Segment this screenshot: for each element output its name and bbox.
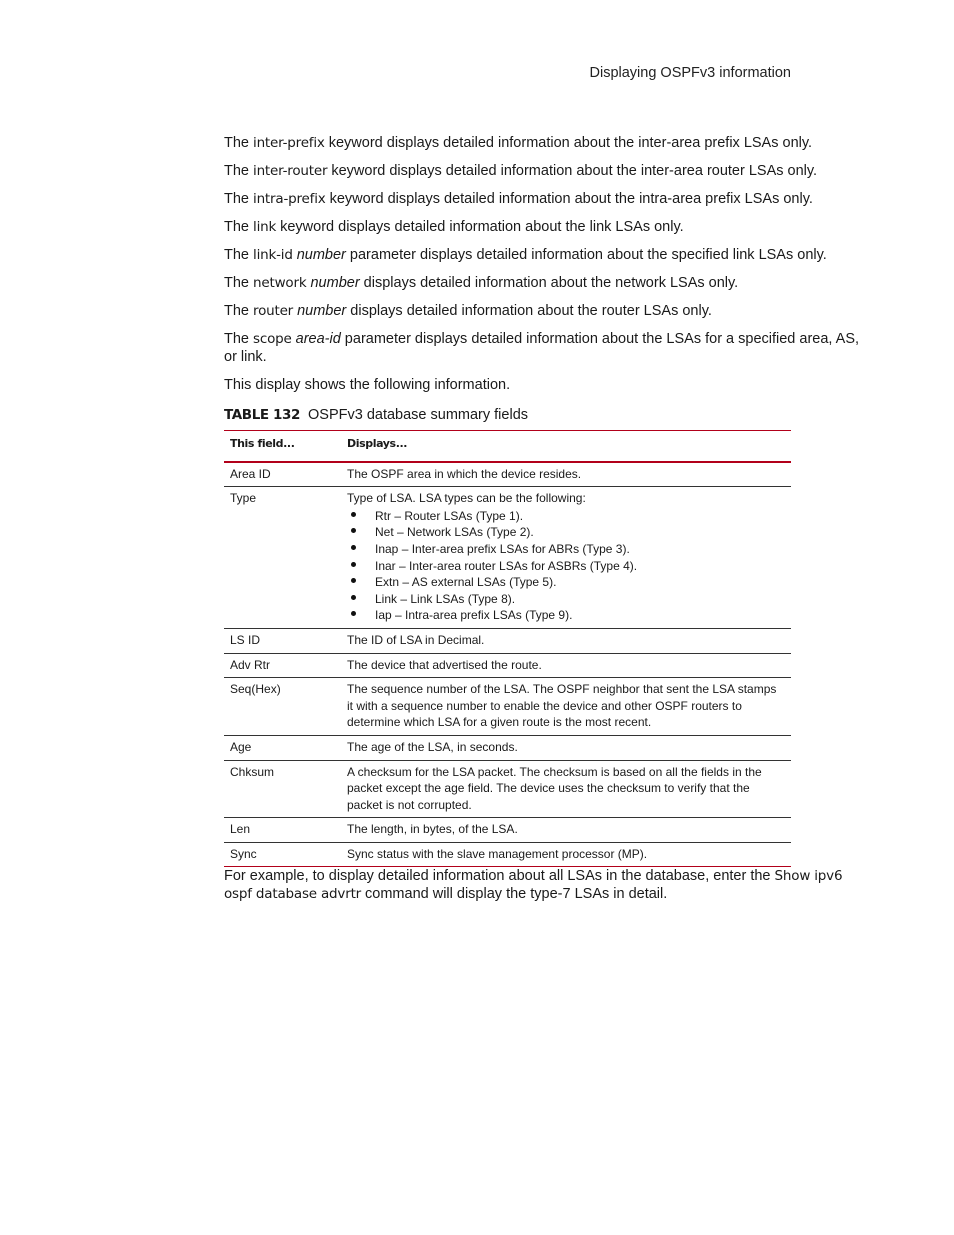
paragraph-intra-prefix: The intra-prefix keyword displays detailed information about the intra-area prefix LSAs only. bbox=[224, 191, 813, 207]
keyword: inter-prefix bbox=[253, 135, 325, 151]
field-description bbox=[341, 487, 791, 629]
table-row bbox=[224, 735, 791, 760]
table-row bbox=[224, 760, 791, 818]
field-description: The OSPF area in which the device resides. bbox=[341, 462, 791, 487]
paragraph-inter-router: The inter-router keyword displays detailed information about the inter-area router LSAs only. bbox=[224, 163, 818, 179]
column-header-field: This field... bbox=[224, 431, 341, 462]
table-row bbox=[224, 628, 791, 653]
variable: number bbox=[296, 247, 346, 263]
fields-table bbox=[224, 430, 791, 867]
list-item: Link – Link LSAs (Type 8). bbox=[347, 591, 785, 608]
field-description: The age of the LSA, in seconds. bbox=[341, 735, 791, 760]
variable: number bbox=[297, 303, 347, 319]
field-name: Age bbox=[224, 735, 341, 760]
paragraph-scope: The scope area-id parameter displays detailed information about the LSAs for a specified area, AS, or link. bbox=[224, 331, 860, 365]
table-row bbox=[224, 462, 791, 487]
type-intro: Type of LSA. LSA types can be the following: bbox=[347, 491, 586, 506]
list-item: Net – Network LSAs (Type 2). bbox=[347, 524, 785, 541]
command-keyword: Show ipv6 ospf database advrtr bbox=[224, 868, 843, 903]
variable: area-id bbox=[295, 331, 341, 347]
field-name: Sync bbox=[230, 846, 257, 861]
field-description: The device that advertised the route. bbox=[341, 653, 791, 678]
keyword: intra-prefix bbox=[253, 191, 326, 207]
paragraph-router: The router number displays detailed information about the router LSAs only. bbox=[224, 303, 712, 319]
paragraph-link-id: The link-id number parameter displays detailed information about the specified link LSAs only. bbox=[224, 247, 827, 263]
field-name: LS ID bbox=[224, 628, 341, 653]
field-name: Len bbox=[224, 818, 341, 843]
list-item: Inar – Inter-area router LSAs for ASBRs (Type 4). bbox=[347, 558, 785, 575]
paragraph-inter-prefix: The inter-prefix keyword displays detailed information about the inter-area prefix LSAs only. bbox=[224, 135, 813, 151]
list-item: Rtr – Router LSAs (Type 1). bbox=[347, 508, 785, 525]
keyword: router bbox=[253, 303, 294, 319]
table-row bbox=[224, 842, 791, 867]
list-item: Extn – AS external LSAs (Type 5). bbox=[347, 574, 785, 591]
field-name: Type bbox=[224, 487, 341, 629]
table-row bbox=[224, 487, 791, 629]
table-title: OSPFv3 database summary fields bbox=[308, 407, 529, 423]
field-description: Sync status with the slave management processor (MP). bbox=[347, 846, 648, 861]
keyword: inter-router bbox=[253, 163, 328, 179]
table-header-row bbox=[224, 431, 791, 462]
column-header-displays: Displays... bbox=[341, 431, 791, 462]
table-label: TABLE 132 bbox=[224, 407, 301, 423]
main-content bbox=[224, 134, 874, 913]
field-description: The length, in bytes, of the LSA. bbox=[341, 818, 791, 843]
field-name: Chksum bbox=[224, 760, 341, 818]
paragraph-network: The network number displays detailed information about the network LSAs only. bbox=[224, 275, 739, 291]
table-row bbox=[224, 653, 791, 678]
intro-line: This display shows the following information. bbox=[224, 377, 511, 393]
field-name: Area ID bbox=[224, 462, 341, 487]
field-name: Adv Rtr bbox=[224, 653, 341, 678]
table-row bbox=[224, 818, 791, 843]
keyword: scope bbox=[253, 331, 292, 347]
variable: number bbox=[310, 275, 360, 291]
type-list bbox=[347, 508, 785, 624]
list-item: Inap – Inter-area prefix LSAs for ABRs (Type 3). bbox=[347, 541, 785, 558]
keyword: network bbox=[253, 275, 307, 291]
paragraph-link: The link keyword displays detailed information about the link LSAs only. bbox=[224, 219, 684, 235]
table-caption bbox=[224, 406, 874, 424]
field-description: A checksum for the LSA packet. The checksum is based on all the fields in the packet except the age field. The device uses the checksum to verify that the packet is not corrupted. bbox=[341, 760, 791, 818]
running-header: Displaying OSPFv3 information bbox=[589, 65, 791, 81]
keyword: link bbox=[253, 219, 277, 235]
field-description: The ID of LSA in Decimal. bbox=[341, 628, 791, 653]
field-description: The sequence number of the LSA. The OSPF neighbor that sent the LSA stamps it with a sequence number to enable the device and other OSPF routers to determine which LSA for a given route is the most recent. bbox=[341, 678, 791, 736]
closing-paragraph: For example, to display detailed information about all LSAs in the database, enter the Show ipv6 ospf database advrtr command will display the type-7 LSAs in detail. bbox=[224, 868, 843, 903]
field-name: Seq(Hex) bbox=[224, 678, 341, 736]
table-row bbox=[224, 678, 791, 736]
keyword: link-id bbox=[253, 247, 293, 263]
list-item: Iap – Intra-area prefix LSAs (Type 9). bbox=[347, 607, 785, 624]
